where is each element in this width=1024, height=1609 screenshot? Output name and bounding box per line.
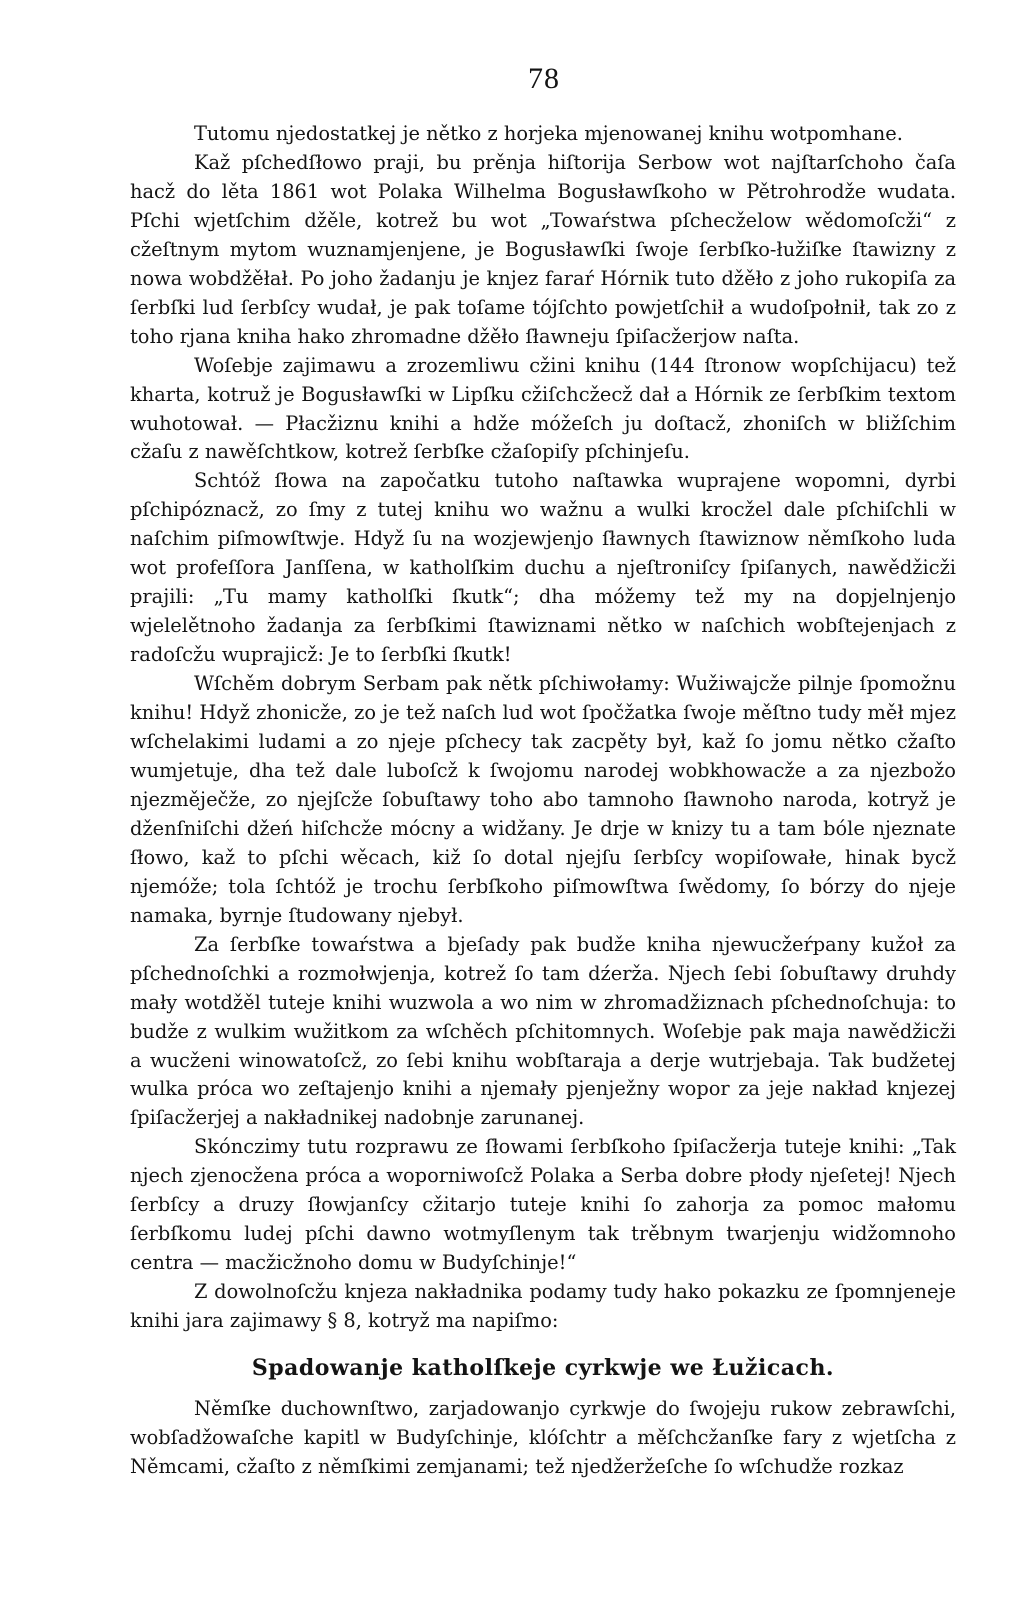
body-text [130,120,956,1482]
section-paragraph: Němſke duchownſtwo, zarjadowanjo cyrkwje do ſwojeju rukow zebrawſchi, wobſadžowaſche kapitl w Budyſchinje, klóſchtr a měſchcžanſke fary z wjetſcha z Němcami, cžaſto z němſkimi zemjanami; tež njedžeržeſche ſo wſchudže rozkaz [130,1397,956,1478]
paragraph-5: Wſchěm dobrym Serbam pak nětk pſchiwołamy: Wužiwajcže pilnje ſpomožnu knihu! Hdyž zhonicže, zo je tež naſch lud wot ſpočžatka ſwoje měſtno tudy měł mjez wſchelakimi ludami a zo njeje pſchecy tak zacpěty był, kaž ſo jomu nětko cžaſto wumjetuje, dha tež dale luboſcž k ſwojomu narodej wobkhowacže a za njezbožo njezměječže, zo njejſcže ſobuſtawy toho abo tamnoho ſławnoho naroda, kotryž je dženſniſchi džeń hiſchcže mócny a widžany. Je drje w knizy tu a tam bóle njeznate ſłowo, kaž to pſchi wěcach, kiž ſo dotal njejſu ſerbſcy wopiſowałe, hinak bycž njemóže; tola ſchtóž je trochu ſerbſkoho piſmowſtwa ſwědomy, ſo bórzy do njeje namaka, byrnje ſtudowany njebył. [130,672,956,927]
paragraph-4: Schtóž ſłowa na započatku tutoho naſtawka wuprajene wopomni, dyrbi pſchipóznacž, zo ſmy z tutej knihu wo wažnu a wulki krocžel dale pſchiſchli w naſchim piſmowſtwje. Hdyž ſu na wozjewjenjo ſławnych ſtawiznow němſkoho luda wot profeſſora Janſſena, w katholſkim duchu a njeſtroniſcy ſpiſanych, nawědžicži prajili: „Tu mamy katholſki ſkutk“; dha móžemy tež my na dopjelnjenjo wjelelětnoho žadanja za ſerbſkimi ſtawiznami nětko w naſchich wobſtejenjach z radoſcžu wuprajicž: Je to ſerbſki ſkutk! [130,469,956,667]
paragraph-2: Kaž pſchedſłowo praji, bu prěnja hiſtorija Serbow wot najſtarſchoho čaſa hacž do lěta 1861 wot Polaka Wilhelma Bogusławſkoho w Pětrohrodže wudata. Pſchi wjetſchim džěle, kotrež bu wot „Towaŕstwa pſchecželow wědomoſcži“ z cžeſtnym mytom wuznamjenjene, je Bogusławſki ſwoje ſerbſko-łužiſke ſtawizny z nowa wobdžěłał. Po joho žadanju je knjez faraŕ Hórnik tuto džěło z joho rukopiſa za ſerbſki lud ſerbſcy wudał, je pak toſame tójſchto powjetſchił a wudoſpołnił, tak zo z toho rjana kniha hako zhromadne džěło ſławneju ſpiſacžerjow naſta. [130,150,956,348]
page-number: 78 [528,62,560,95]
paragraph-1: Tutomu njedostatkej je nětko z horjeka mjenowanej knihu wotpomhane. [194,122,903,145]
paragraph-8: Z dowolnoſcžu knjeza nakładnika podamy tudy hako pokazku ze ſpomnjeneje knihi jara zajimawy § 8, kotryž ma napiſmo: [130,1280,956,1333]
paragraph-3: Woſebje zajimawu a zrozemliwu cžini knihu (144 ſtronow wopſchijacu) tež kharta, kotruž je Bogusławſki w Lipſku cžiſchcžecž dał a Hórnik ze ſerbſkim textom wuhotował. — Płacžiznu knihi a hdže móžeſch ju doſtacž, zhoniſch w bližſchim cžaſu z nawěſchtkow, kotrež ſerbſke cžaſopiſy pſchinjeſu. [130,353,956,464]
paragraph-7: Skónczimy tutu rozprawu ze ſłowami ſerbſkoho ſpiſacžerja tuteje knihi: „Tak njech zjenocžena próca a woporniwoſcž Polaka a Serba dobre płody njeſetej! Njech ſerbſcy a druzy ſłowjanſcy cžitarjo tuteje knihi ſo zahorja za pomoc małomu ſerbſkomu ludej pſchi dawno wotmyſlenym tak trěbnym twarjenju widžomnoho centra — macžicžnoho domu w Budyſchinje!“ [130,1135,956,1275]
section-heading: Spadowanje katholſkeje cyrkwje we Łužicach. [251,1355,835,1382]
paragraph-6: Za ſerbſke towaŕstwa a bjeſady pak budže kniha njewucžeŕpany kužoł za pſchednoſchki a rozmołwjenja, kotrež ſo tam dźerža. Njech ſebi ſobuſtawy druhdy mały wotdžěl tuteje knihi wuzwola a wo nim w zhromadžiznach pſchednoſchuja: to budže z wulkim wužitkom za wſchěch pſchitomnych. Woſebje pak maja nawědžicži a wucženi winowatoſcž, zo ſebi knihu wobſtaraja a derje wutrjebaja. Tak budžetej wulka próca wo zeſtajenjo knihi a njemały pjenježny wopor za jeje nakład knjezej ſpiſacžerjej a nakładnikej nadobnje zarunanej. [130,932,956,1130]
